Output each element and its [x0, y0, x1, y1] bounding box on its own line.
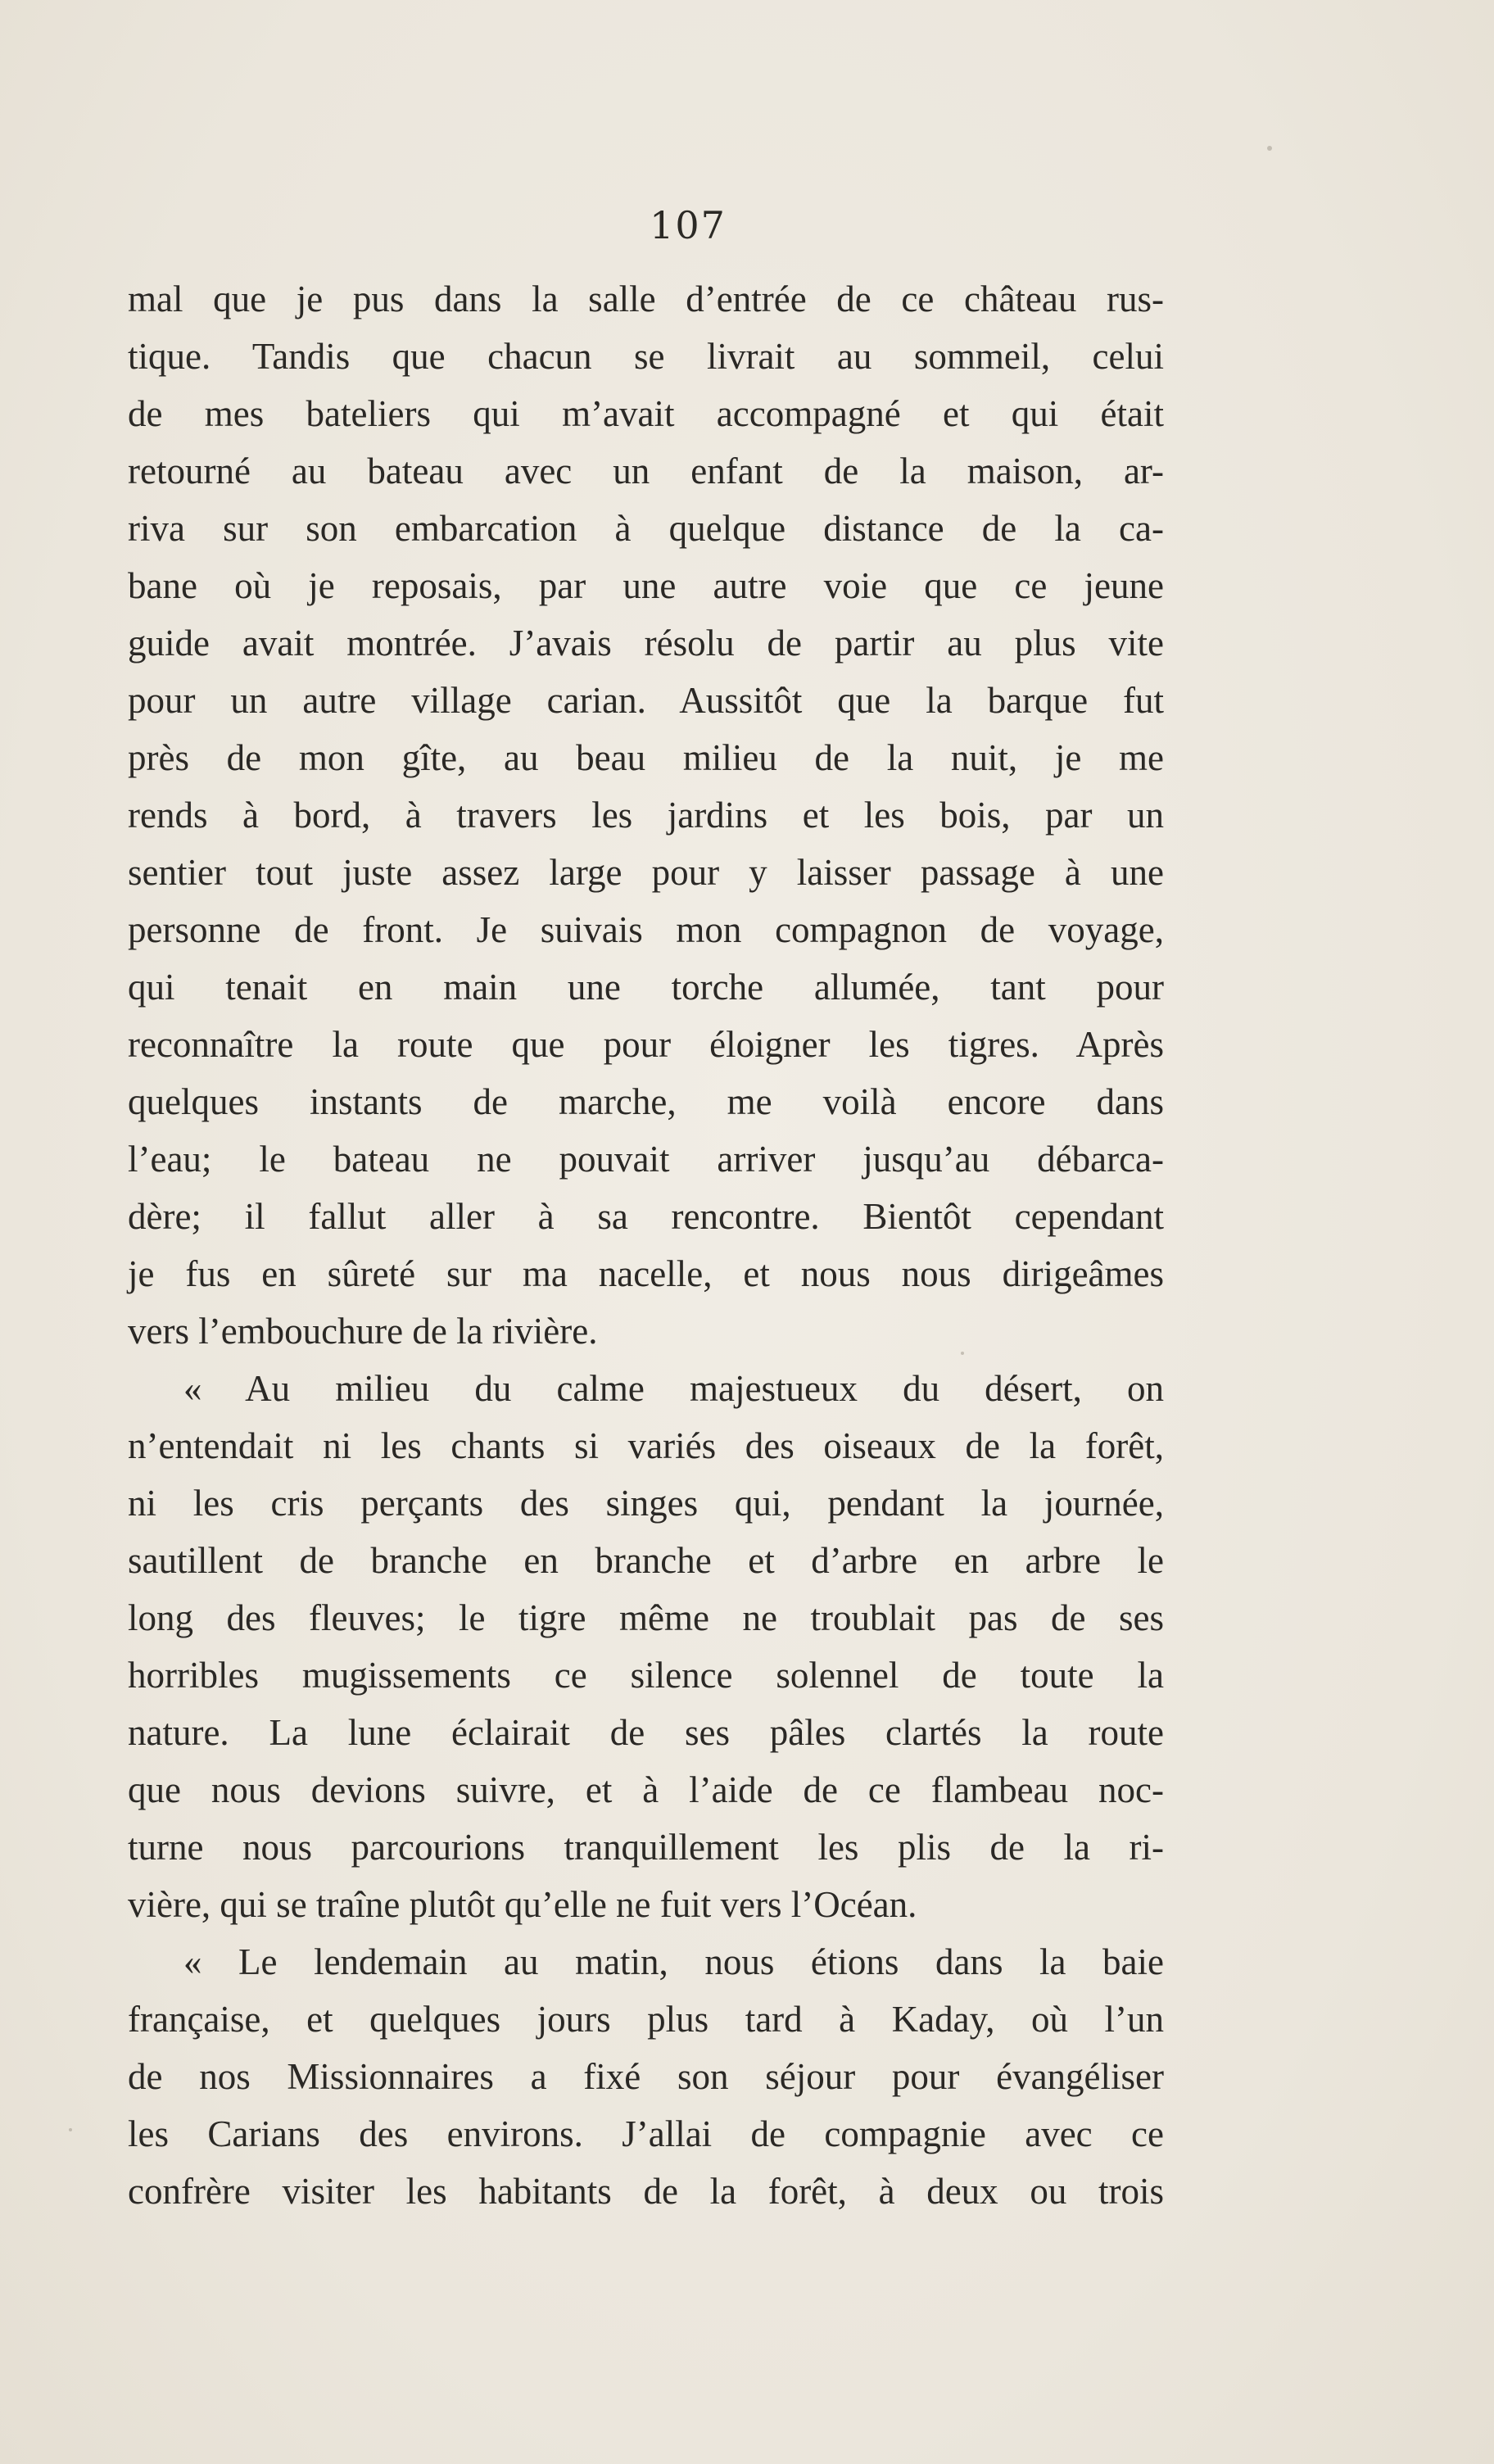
text-line: près de mon gîte, au beau milieu de la nuit, je me [128, 737, 1164, 778]
text-line: sautillent de branche en branche et d’arbre en arbre le [128, 1540, 1164, 1581]
text-line: tique. Tandis que chacun se livrait au sommeil, celui [128, 336, 1164, 377]
paragraph-start-line: « Au milieu du calme majestueux du désert, on [183, 1368, 1164, 1409]
text-line: qui tenait en main une torche allumée, tant pour [128, 967, 1164, 1008]
text-line: mal que je pus dans la salle d’entrée de ce château rus- [128, 279, 1164, 319]
text-line: n’entendait ni les chants si variés des oiseaux de la forêt, [128, 1425, 1164, 1466]
text-line: de nos Missionnaires a fixé son séjour pour évangéliser [128, 2056, 1164, 2097]
text-line: turne nous parcourions tranquillement les plis de la ri- [128, 1827, 1164, 1868]
text-line: pour un autre village carian. Aussitôt que la barque fut [128, 680, 1164, 721]
paragraph-start-line: « Le lendemain au matin, nous étions dans la baie [183, 1941, 1164, 1982]
body-text [128, 270, 1164, 2220]
text-line: l’eau; le bateau ne pouvait arriver jusqu’au débarca- [128, 1139, 1164, 1180]
paragraph-end-line: vière, qui se traîne plutôt qu’elle ne fuit vers l’Océan. [128, 1884, 917, 1925]
text-line: guide avait montrée. J’avais résolu de partir au plus vite [128, 623, 1164, 664]
text-line: personne de front. Je suivais mon compagnon de voyage, [128, 909, 1164, 950]
text-line: horribles mugissements ce silence solennel de toute la [128, 1655, 1164, 1696]
paper-speck [69, 2128, 72, 2131]
text-line: long des fleuves; le tigre même ne troublait pas de ses [128, 1597, 1164, 1638]
text-line: les Carians des environs. J’allai de compagnie avec ce [128, 2113, 1164, 2154]
text-line: nature. La lune éclairait de ses pâles clartés la route [128, 1712, 1164, 1753]
text-line: que nous devions suivre, et à l’aide de ce flambeau noc- [128, 1769, 1164, 1810]
text-line: confrère visiter les habitants de la forêt, à deux ou trois [128, 2171, 1164, 2212]
paper-speck [1267, 146, 1272, 151]
text-line: sentier tout juste assez large pour y laisser passage à une [128, 852, 1164, 893]
text-line: ni les cris perçants des singes qui, pendant la journée, [128, 1483, 1164, 1524]
text-line: retourné au bateau avec un enfant de la maison, ar- [128, 451, 1164, 491]
text-line: riva sur son embarcation à quelque distance de la ca- [128, 508, 1164, 549]
page-number: 107 [650, 203, 727, 247]
text-line: de mes bateliers qui m’avait accompagné et qui était [128, 393, 1164, 434]
text-line: bane où je reposais, par une autre voie que ce jeune [128, 565, 1164, 606]
text-line: française, et quelques jours plus tard à Kaday, où l’un [128, 1999, 1164, 2040]
text-line: reconnaître la route que pour éloigner les tigres. Après [128, 1024, 1164, 1065]
paragraph-end-line: vers l’embouchure de la rivière. [128, 1311, 598, 1352]
text-line: je fus en sûreté sur ma nacelle, et nous nous dirigeâmes [128, 1253, 1164, 1294]
text-line: quelques instants de marche, me voilà encore dans [128, 1081, 1164, 1122]
text-line: rends à bord, à travers les jardins et les bois, par un [128, 795, 1164, 836]
text-line: dère; il fallut aller à sa rencontre. Bientôt cependant [128, 1196, 1164, 1237]
